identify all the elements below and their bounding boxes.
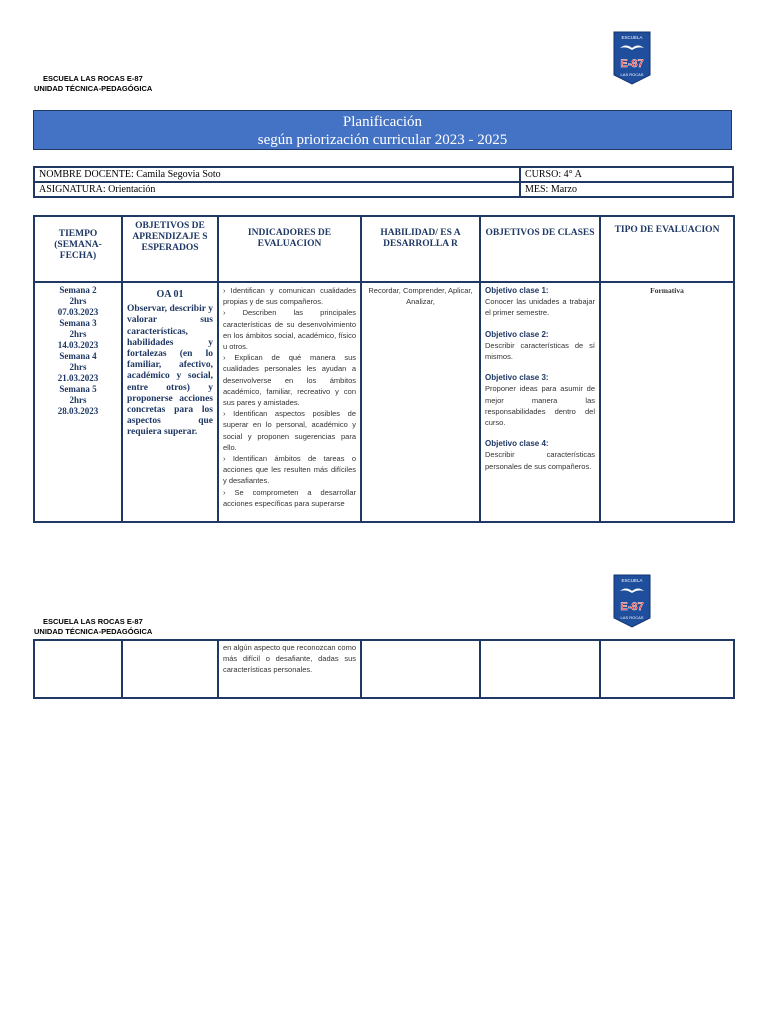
unit-name: UNIDAD TÉCNICA-PEDAGÓGICA — [34, 627, 153, 636]
time-cell — [34, 640, 122, 698]
skills-cell — [361, 640, 480, 698]
evaluation-cell — [600, 640, 734, 698]
school-logo-page-2 — [613, 574, 651, 628]
title-band — [33, 110, 732, 150]
time-line: 21.03.2023 — [57, 373, 99, 383]
time-line: Semana 5 — [59, 384, 97, 394]
month: MES: Marzo — [520, 182, 733, 197]
course: CURSO: 4° A — [520, 167, 733, 182]
class-objective-text: Describir características personales de sus compañeros. — [485, 450, 595, 471]
class-objective-title: Objetivo clase 3: — [485, 373, 549, 383]
header-skills: HABILIDAD/ ES A DESARROLLA R — [361, 216, 480, 282]
info-row — [34, 167, 733, 182]
planning-table — [33, 215, 735, 523]
class-objective-text: Proponer ideas para asumir de mejor manera las responsabilidades dentro del curso. — [485, 384, 595, 428]
table-row — [34, 640, 734, 698]
evaluation-cell — [600, 282, 734, 522]
header-row — [34, 216, 734, 282]
info-row — [34, 182, 733, 197]
time-line: Semana 2 — [59, 285, 97, 295]
indicator-continued: en algún aspecto que reconozcan como más difícil o desafiante, dadas sus características personales. — [223, 643, 357, 675]
class-objective-title: Objetivo clase 2: — [485, 329, 549, 339]
table-row — [34, 282, 734, 522]
class-objective-text: Describir características de sí mismos. — [485, 340, 595, 362]
class-objective-title: Objetivo clase 1: — [485, 286, 549, 295]
class-objective-text: Conocer las unidades a trabajar el primer semestre. — [485, 297, 595, 318]
indicator-item: › Identifican y comunican cualidades propias y de sus compañeros. — [223, 286, 356, 307]
time-line: 07.03.2023 — [57, 307, 99, 317]
header-class-objectives: OBJETIVOS DE CLASES — [480, 216, 600, 282]
class-objectives-cell — [480, 282, 600, 522]
evaluation-type: Formativa — [650, 286, 684, 295]
skills-text: Recordar, Comprender, Aplicar, Analizar, — [368, 286, 473, 307]
class-objectives-cell — [480, 640, 600, 698]
school-name: ESCUELA LAS ROCAS E-87 — [43, 74, 143, 83]
oa-text: Observar, describir y valorar sus características, habilidades y fortalezas (en lo familiar, afectivo, académico y social, entre otros) y proponerse acciones concretas para los aspectos que requiera superar. — [127, 304, 213, 438]
logo-code: E-87 — [620, 58, 644, 70]
indicators-cell — [218, 640, 361, 698]
school-header — [34, 74, 152, 94]
school-name: ESCUELA LAS ROCAS E-87 — [43, 617, 143, 626]
oa-code: OA 01 — [156, 289, 184, 300]
time-line: 14.03.2023 — [57, 340, 99, 350]
school-logo — [613, 31, 651, 85]
indicator-item: › Identifican aspectos posibles de superar en lo personal, académico y social y proponen sugerencias para ello. — [223, 409, 356, 452]
planning-table-continued — [33, 639, 735, 699]
info-table — [33, 166, 734, 198]
time-line: 2hrs — [69, 395, 87, 405]
objectives-cell — [122, 282, 218, 522]
time-line: Semana 4 — [59, 351, 97, 361]
logo-shield-icon — [613, 574, 651, 628]
indicator-item: › Describen las principales características de su desenvolvimiento en los ámbitos social, académico, físico u otros. — [223, 308, 356, 352]
subject: ASIGNATURA: Orientación — [34, 182, 520, 197]
header-objectives: OBJETIVOS DE APRENDIZAJE S ESPERADOS — [122, 216, 218, 282]
logo-bottom-text: LAS ROCAS — [620, 72, 644, 77]
logo-bottom-text: LAS ROCAS — [620, 615, 644, 620]
title-line-2: según priorización curricular 2023 - 2025 — [257, 132, 508, 148]
indicator-item: › Se comprometen a desarrollar acciones específicas para superarse — [223, 487, 356, 508]
time-line: 28.03.2023 — [57, 406, 99, 416]
time-line: 2hrs — [69, 329, 87, 339]
time-line: 2hrs — [69, 362, 87, 372]
objectives-cell — [122, 640, 218, 698]
indicator-item: › Identifican ámbitos de tareas o acciones que les resulten más difíciles y desafiantes. — [223, 454, 356, 486]
logo-top-text: ESCUELA — [621, 578, 643, 583]
skills-cell — [361, 282, 480, 522]
time-line: 2hrs — [69, 296, 87, 306]
logo-shield-icon — [613, 31, 651, 85]
class-objective-title: Objetivo clase 4: — [485, 439, 549, 449]
teacher-name: NOMBRE DOCENTE: Camila Segovia Soto — [34, 167, 520, 182]
header-evaluation: TIPO DE EVALUACION — [600, 216, 734, 282]
title-line-1: Planificación — [342, 114, 423, 130]
header-indicators: INDICADORES DE EVALUACION — [218, 216, 361, 282]
indicator-item: › Explican de qué manera sus cualidades personales les ayudan a desenvolverse en los ámbitos académico, familiar, recreativo y con sus pares y amistades. — [223, 353, 356, 408]
logo-top-text: ESCUELA — [621, 35, 643, 40]
unit-name: UNIDAD TÉCNICA-PEDAGÓGICA — [34, 84, 153, 93]
time-line: Semana 3 — [59, 318, 97, 328]
header-time: TIEMPO (SEMANA- FECHA) — [34, 216, 122, 282]
time-cell — [34, 282, 122, 522]
school-header-page-2 — [34, 617, 152, 637]
indicators-cell — [218, 282, 361, 522]
logo-code: E-87 — [620, 601, 644, 613]
